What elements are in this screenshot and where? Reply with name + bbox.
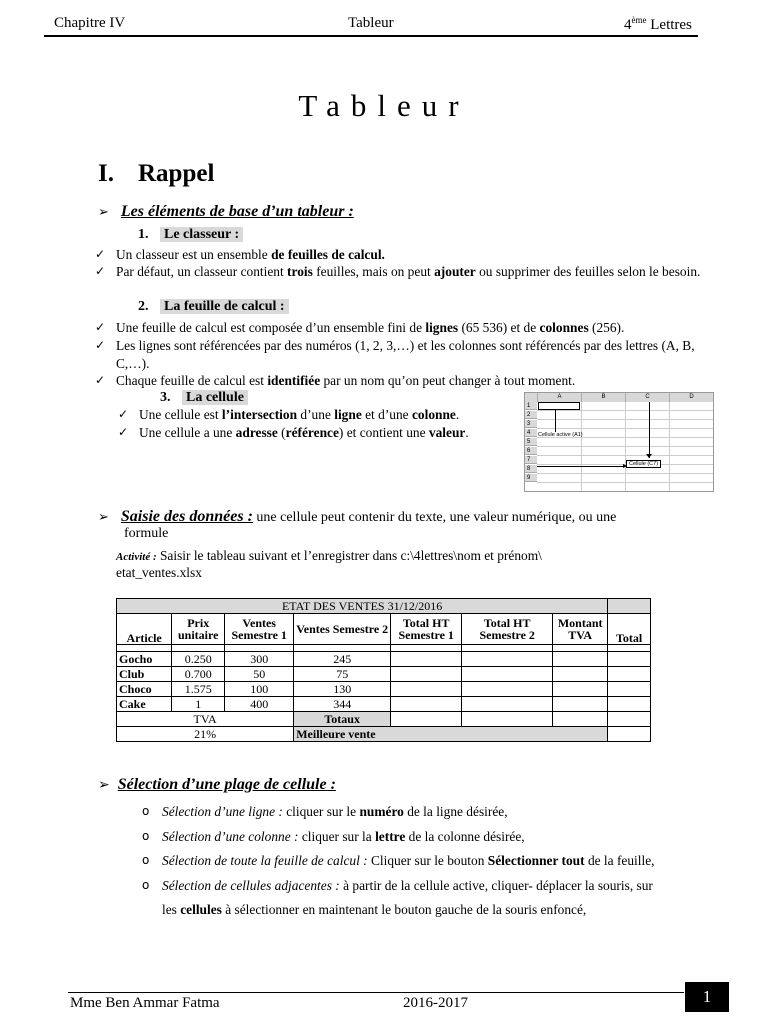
- header-class: 4ème Lettres: [624, 15, 692, 33]
- page-number: 1: [685, 982, 729, 1012]
- arrow-bullet-icon: ➢: [98, 777, 110, 793]
- meilleure-vente-label: Meilleure vente: [294, 727, 608, 742]
- subheading-feuille: 2. La feuille de calcul :: [138, 299, 289, 315]
- sales-table: [116, 598, 651, 742]
- col-header: Prix unitaire: [172, 614, 225, 645]
- circle-bullet-icon: o: [142, 878, 150, 892]
- footer-rule: [68, 992, 684, 993]
- col-header: Article: [117, 614, 172, 645]
- bullet-classeur-1: ✓ Un classeur est un ensemble de feuilles de calcul.: [95, 247, 385, 262]
- col-header: D: [670, 393, 714, 402]
- bullet-cellule-2: ✓ Une cellule a une adresse (référence) et contient une valeur.: [118, 425, 469, 440]
- table-row: Cake 1 400 344: [117, 697, 651, 712]
- bullet-cellule-1: ✓ Une cellule est l’intersection d’une ligne et d’une colonne.: [118, 407, 460, 422]
- col-header: Ventes Semestre 2: [294, 614, 391, 645]
- bullet-classeur-2: ✓ Par défaut, un classeur contient trois feuilles, mais on peut ajouter ou supprimer des feuilles selon le besoin.: [95, 264, 701, 279]
- col-header: Total HT Semestre 1: [391, 614, 462, 645]
- row-header: 4: [525, 429, 537, 437]
- selection-heading: ➢ Sélection d’une plage de cellule :: [98, 776, 336, 793]
- table-row: [117, 712, 651, 727]
- tva-label: TVA: [117, 712, 294, 727]
- row-header: 6: [525, 447, 537, 455]
- row-header: 1: [525, 402, 537, 410]
- row-header: 7: [525, 456, 537, 464]
- arrow-bullet-icon: ➢: [98, 510, 109, 525]
- page-title: Tableur: [298, 88, 470, 123]
- check-icon: ✓: [95, 320, 106, 334]
- table-row: [117, 727, 651, 742]
- selection-item-cont: les cellules à sélectionner en maintenant le bouton gauche de la souris enfoncé,: [162, 902, 587, 917]
- check-icon: ✓: [95, 373, 106, 387]
- check-icon: ✓: [118, 407, 129, 421]
- col-header: Montant TVA: [553, 614, 608, 645]
- note-c7-cell: Cellule (C7): [626, 460, 661, 468]
- circle-bullet-icon: o: [142, 853, 150, 867]
- bullet-feuille-1: ✓ Une feuille de calcul est composée d’un ensemble fini de lignes (65 536) et de colonnes (256).: [95, 320, 625, 335]
- table-row: Gocho 0.250 300 245: [117, 652, 651, 667]
- check-icon: ✓: [95, 247, 106, 261]
- footer-author: Mme Ben Ammar Fatma: [70, 995, 220, 1011]
- selection-item: o Sélection de toute la feuille de calcul : Cliquer sur le bouton Sélectionner tout de la feuille,: [142, 853, 655, 868]
- footer-year: 2016-2017: [403, 995, 468, 1011]
- section-heading: I. Rappel: [98, 160, 215, 187]
- table-title: ETAT DES VENTES 31/12/2016: [117, 599, 608, 614]
- saisie-text-cont: formule: [124, 526, 169, 541]
- select-all-corner: [525, 393, 538, 402]
- subheading-cellule: 3. La cellule: [160, 390, 248, 406]
- active-cell: [538, 402, 580, 410]
- activite-line: Activité : Saisir le tableau suivant et l’enregistrer dans c:\4lettres\nom et prénom\: [116, 548, 542, 563]
- check-icon: ✓: [118, 425, 129, 439]
- spreadsheet-illustration: [524, 392, 714, 492]
- elements-heading: ➢ Les éléments de base d’un tableur :: [98, 203, 354, 220]
- bullet-feuille-2: ✓ Les lignes sont référencées par des numéros (1, 2, 3,…) et les colonnes sont référencés par des lettres (A, B, C,…).: [95, 338, 695, 371]
- note-active-cell: Cellule active (A1): [538, 432, 583, 438]
- header-title: Tableur: [348, 15, 394, 31]
- saisie-heading: ➢ Saisie des données : une cellule peut contenir du texte, une valeur numérique, ou une: [98, 508, 617, 525]
- totaux-label: Totaux: [294, 712, 391, 727]
- header-rule: [44, 35, 698, 37]
- tva-value: 21%: [117, 727, 294, 742]
- row-header: 8: [525, 465, 537, 473]
- check-icon: ✓: [95, 338, 106, 352]
- row-header: 5: [525, 438, 537, 446]
- subheading-classeur: 1. Le classeur :: [138, 227, 243, 243]
- col-header: C: [626, 393, 670, 402]
- circle-bullet-icon: o: [142, 829, 150, 843]
- col-header: Total HT Semestre 2: [462, 614, 553, 645]
- row-header: 2: [525, 411, 537, 419]
- header-chapter: Chapitre IV: [54, 15, 126, 31]
- selection-item: o Sélection d’une ligne : cliquer sur le numéro de la ligne désirée,: [142, 804, 508, 819]
- row-header: 9: [525, 474, 537, 482]
- table-row: Choco 1.575 100 130: [117, 682, 651, 697]
- selection-item: o Sélection d’une colonne : cliquer sur la lettre de la colonne désirée,: [142, 829, 525, 844]
- table-row: Club 0.700 50 75: [117, 667, 651, 682]
- selection-item: o Sélection de cellules adjacentes : à partir de la cellule active, cliquer- déplacer la souris, sur: [142, 878, 653, 893]
- activite-file: etat_ventes.xlsx: [116, 565, 202, 580]
- check-icon: ✓: [95, 264, 106, 278]
- col-header: A: [538, 393, 582, 402]
- row-header: 3: [525, 420, 537, 428]
- bullet-feuille-3: ✓ Chaque feuille de calcul est identifiée par un nom qu’on peut changer à tout moment.: [95, 373, 576, 388]
- col-header: B: [582, 393, 626, 402]
- circle-bullet-icon: o: [142, 804, 150, 818]
- col-header: Total: [608, 614, 651, 645]
- arrow-bullet-icon: ➢: [98, 205, 109, 220]
- col-header: Ventes Semestre 1: [225, 614, 294, 645]
